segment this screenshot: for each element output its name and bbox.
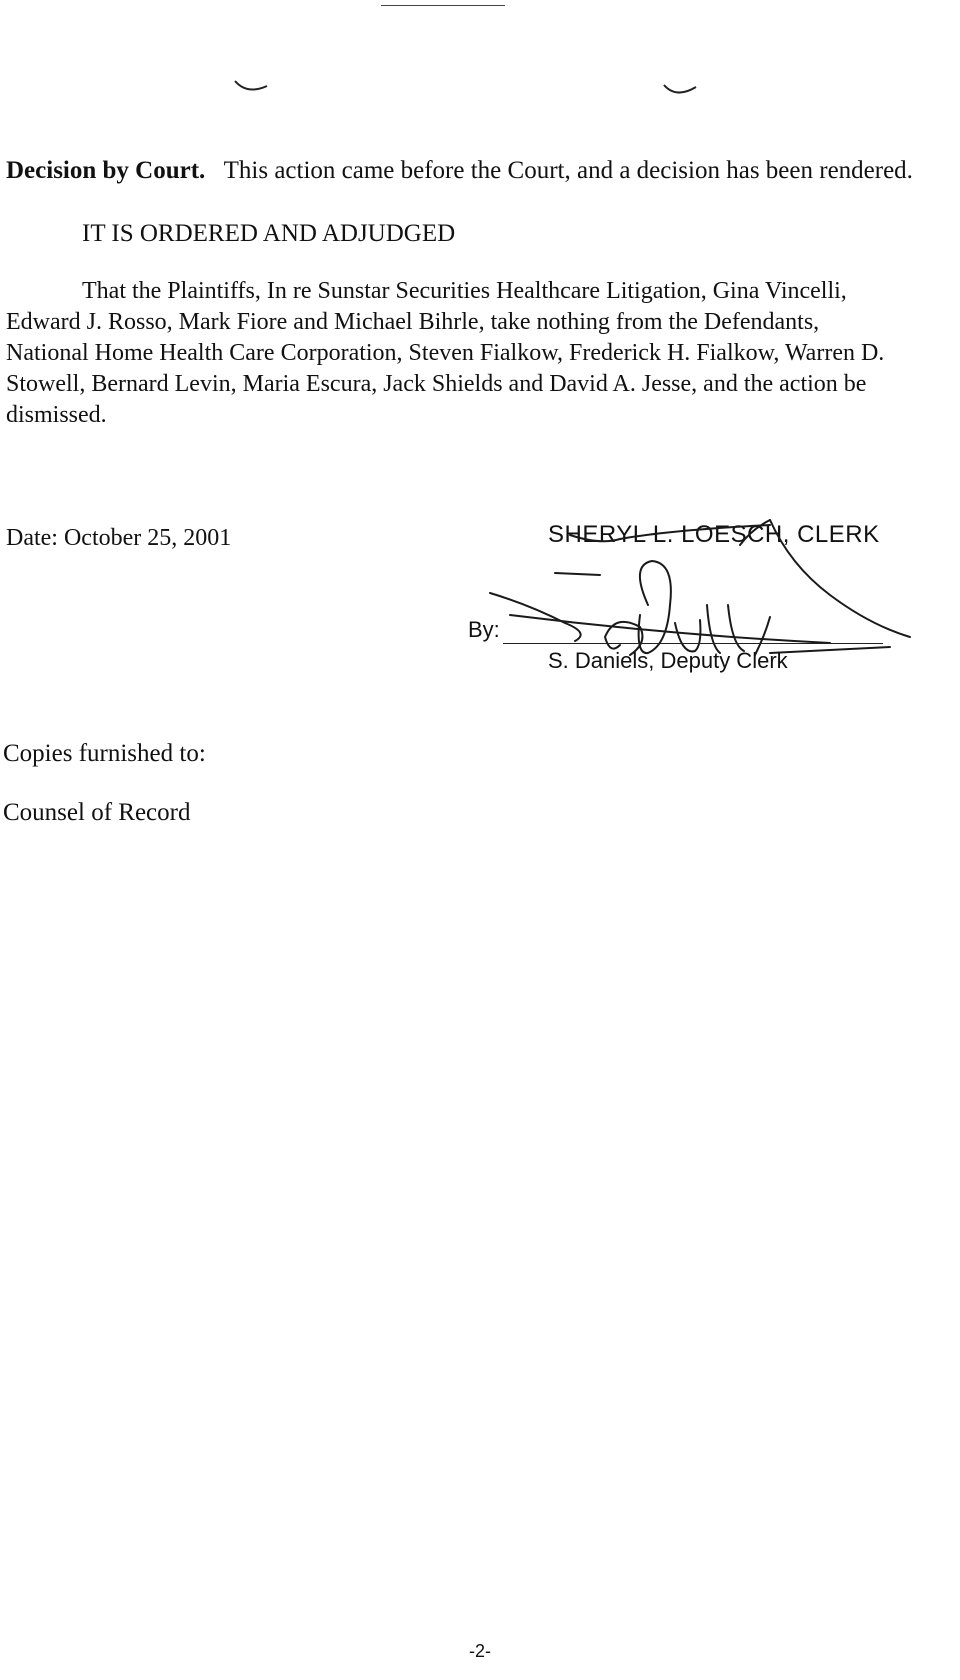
- top-rule: [381, 5, 505, 6]
- page-number: -2-: [469, 1641, 491, 1661]
- copies-recipient: Counsel of Record: [3, 799, 191, 826]
- judgment-line: Edward J. Rosso, Mark Fiore and Michael Bihrle, take nothing from the Defendants,: [6, 309, 820, 335]
- judgment-line: dismissed.: [6, 402, 107, 428]
- punch-mark-right: [662, 82, 702, 100]
- judgment-line: Stowell, Bernard Levin, Maria Escura, Jack Shields and David A. Jesse, and the action be: [6, 371, 867, 397]
- punch-mark-left: [233, 78, 273, 96]
- decision-text: This action came before the Court, and a decision has been rendered.: [223, 157, 913, 184]
- judgment-line: National Home Health Care Corporation, Steven Fialkow, Frederick H. Fialkow, Warren D.: [6, 340, 885, 366]
- by-label: By:: [468, 617, 500, 642]
- date-line: Date: October 25, 2001: [6, 525, 232, 551]
- clerk-name: SHERYL L. LOESCH, CLERK: [548, 521, 880, 548]
- judgment-paragraph: [6, 276, 946, 431]
- decision-label: Decision by Court.: [6, 157, 206, 184]
- judgment-line: That the Plaintiffs, In re Sunstar Securities Healthcare Litigation, Gina Vincelli,: [82, 278, 847, 304]
- signature-line: [503, 643, 883, 644]
- handwritten-signature: [470, 505, 920, 660]
- copies-label: Copies furnished to:: [3, 740, 206, 767]
- deputy-clerk: S. Daniels, Deputy Clerk: [548, 648, 788, 673]
- decision-line: [6, 155, 913, 186]
- order-heading: IT IS ORDERED AND ADJUDGED: [82, 220, 456, 247]
